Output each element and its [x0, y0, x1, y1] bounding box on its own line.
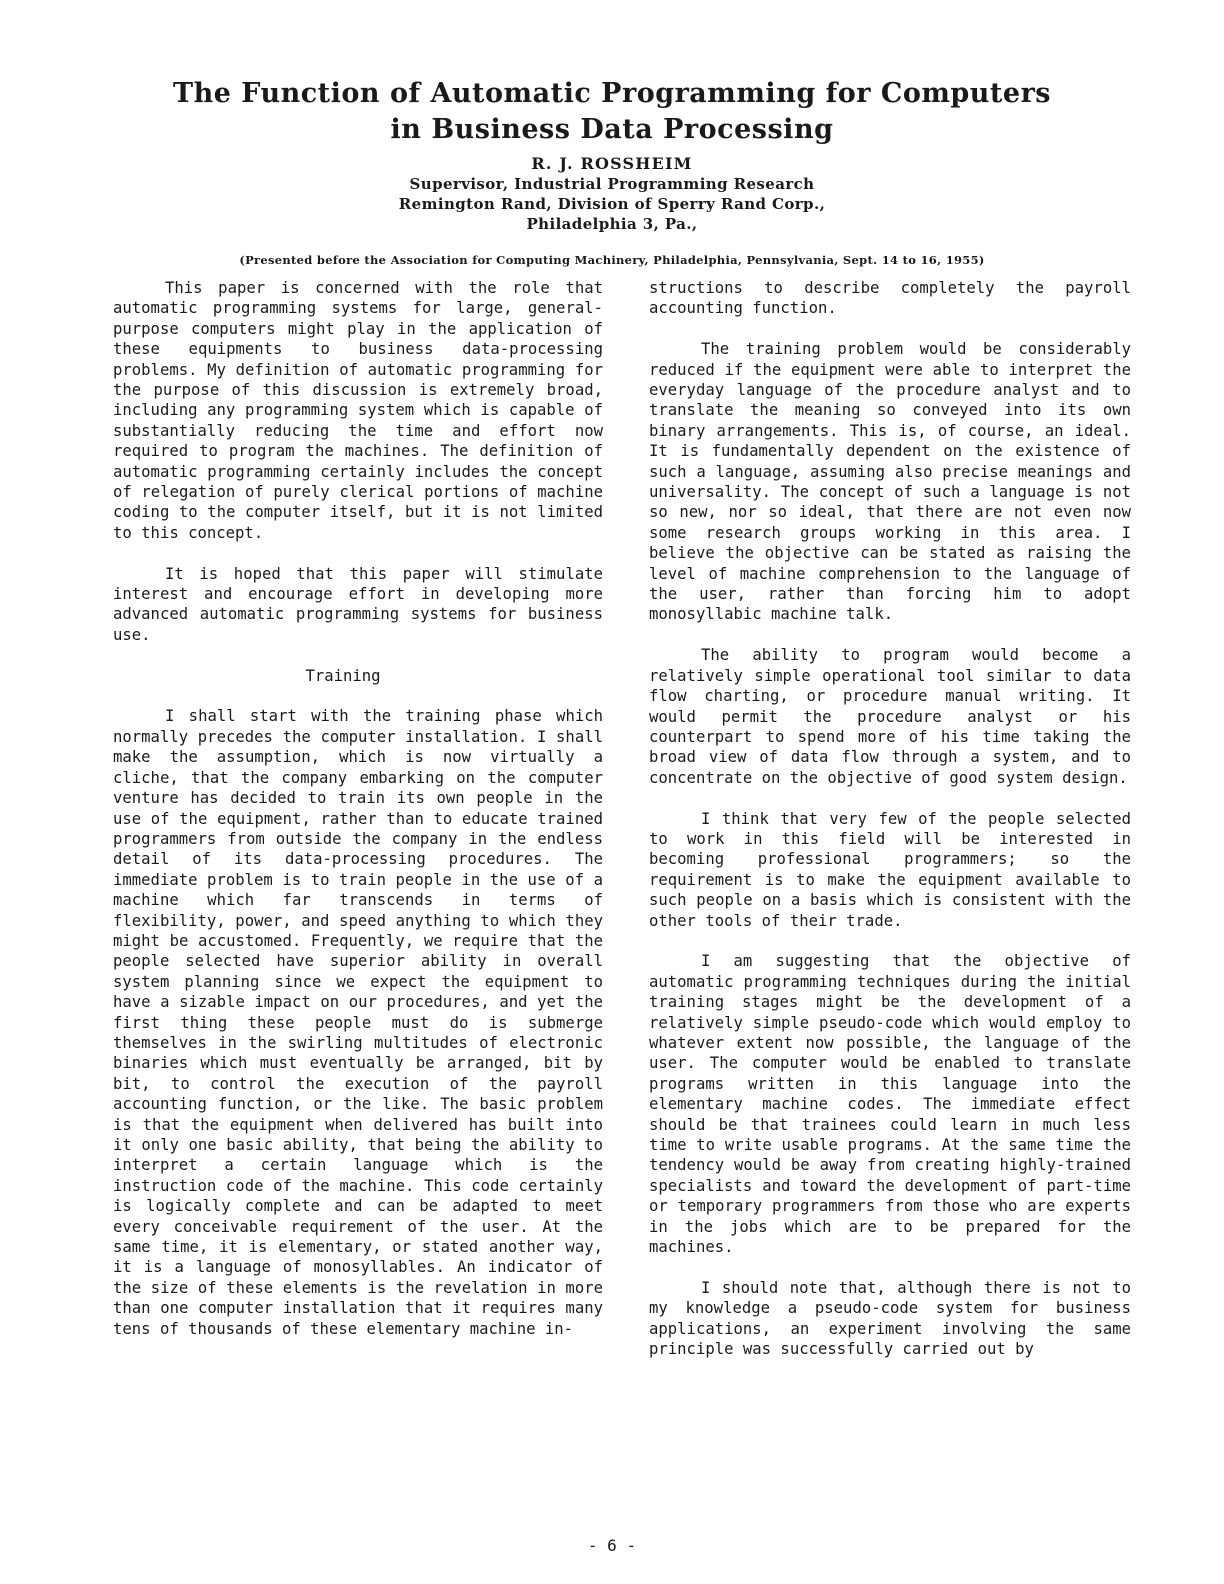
paragraph: I shall start with the training phase which normally precedes the computer installation. I shall make the assumption, which is now virtually a cliche, that the company embarking on the computer venture has decided to train its own people in the use of the equipment, rather than to educate trained programmers from outside the company in the endless detail of its data-processing procedures. The immediate problem is to train people in the use of a machine which far transcends in terms of flexibility, power, and speed anything to which they might be accustomed. Frequently, we require that the people selected have superior ability in overall system planning since we expect the equipment to have a sizable impact on our procedures, and yet the first thing these people must do is submerge themselves in the swirling multitudes of electronic binaries which must eventually be arranged, bit by bit, to control the execution of the payroll accounting function, or the like. The basic problem is that the equipment when delivered has built into it only one basic ability, that being the ability to interpret a certain language which is the instruction code of the machine. This code certainly is logically complete and can be adapted to meet every conceivable requirement of the user. At the same time, it is elementary, or stated another way, it is a language of monosyllables. An indicator of the size of these elements is the revelation in more than one computer installation that it requires many tens of thousands of these elementary machine in- [113, 707, 603, 1338]
presented-note: (Presented before the Association for Computing Machinery, Philadelphia, Pennsylvania, Sept. 14 to 16, 1955) [239, 253, 985, 267]
paragraph: I am suggesting that the objective of automatic programming techniques during the initial training stages might be the development of a relatively simple pseudo-code which would employ to whatever extent now possible, the language of the user. The computer would be enabled to translate programs written in this language into the elementary machine codes. The immediate effect should be that trainees could learn in much less time to write usable programs. At the same time the tendency would be away from creating highly-trained specialists and toward the development of part-time or temporary programmers from those who are experts in the jobs which are to be prepared for the machines. [649, 952, 1131, 1257]
author-affiliation-3: Philadelphia 3, Pa., [526, 215, 698, 233]
section-heading-training: Training [305, 666, 381, 685]
paragraph: This paper is concerned with the role that automatic programming systems for large, general-purpose computers might play in the application of these equipments to business data-processing problems. My definition of automatic programming for the purpose of this discussion is extremely broad, including any programming system which is capable of substantially reducing the time and effort now required to program the machines. The definition of automatic programming certainly includes the concept of relegation of purely clerical portions of machine coding to the computer itself, but it is not limited to this concept. [113, 279, 603, 542]
paragraph: I think that very few of the people selected to work in this field will be interested in becoming professional programmers; so the requirement is to make the equipment available to such people on a basis which is consistent with the other tools of their trade. [649, 809, 1131, 930]
right-column [649, 278, 1131, 1380]
author-affiliation-2: Remington Rand, Division of Sperry Rand Corp., [398, 195, 826, 213]
left-column [113, 278, 603, 1359]
page-number: - 6 - [587, 1536, 637, 1555]
title-block [0, 76, 1224, 234]
paragraph: I should note that, although there is not to my knowledge a pseudo-code system for business applications, an experiment involving the same principle was successfully carried out by [649, 1278, 1131, 1359]
author-name: R. J. ROSSHEIM [531, 154, 693, 173]
paragraph-continued: structions to describe completely the payroll accounting function. [649, 279, 1131, 318]
paper-title-line-1: The Function of Automatic Programming for Computers [172, 78, 1052, 109]
paper-title-line-2: in Business Data Processing [390, 114, 834, 145]
paragraph: It is hoped that this paper will stimulate interest and encourage effort in developing more advanced automatic programming systems for business use. [113, 564, 603, 644]
paragraph: The training problem would be considerably reduced if the equipment were able to interpret the everyday language of the procedure analyst and to translate the meaning so conveyed into its own binary arrangements. This is, of course, an ideal. It is fundamentally dependent on the existence of such a language, assuming also precise meanings and universality. The concept of such a language is not so new, nor so ideal, that there are not even now some research groups working in this area. I believe the objective can be stated as raising the level of machine comprehension to the language of the user, rather than forcing him to adopt monosyllabic machine talk. [649, 340, 1131, 624]
author-affiliation-1: Supervisor, Industrial Programming Research [409, 175, 815, 193]
paragraph: The ability to program would become a relatively simple operational tool similar to data flow charting, or procedure manual writing. It would permit the procedure analyst or his counterpart to spend more of his time taking the broad view of data flow through a system, and to concentrate on the objective of good system design. [649, 646, 1131, 787]
